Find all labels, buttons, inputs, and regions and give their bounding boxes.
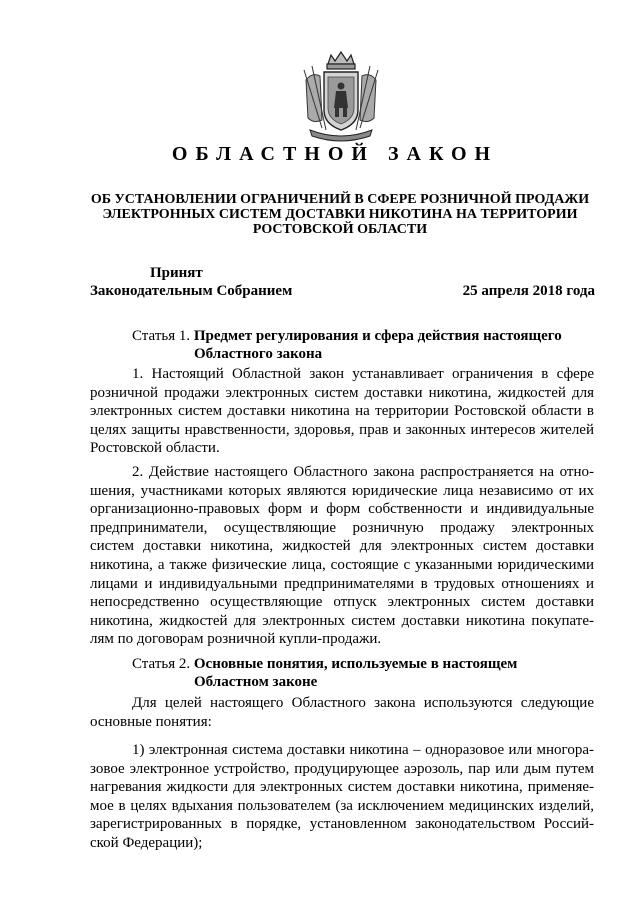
subtitle-line: РОСТОВСКОЙ ОБЛАСТИ <box>252 222 428 237</box>
text-line: Для целей настоящего Областного закона используются следующие <box>132 695 594 711</box>
text-line: Ростовской области. <box>90 440 220 457</box>
text-line: розничной продажи электронных систем доставки никотина, жидкостей для <box>90 384 594 401</box>
text-line: 1) электронная система доставки никотина – одноразовое или многора- <box>132 742 594 758</box>
text-line: лицами и индивидуальными предпринимателями в трудовых отношениях и <box>90 575 594 592</box>
article-1-paragraph-2 <box>90 463 594 649</box>
text-line: ской Федерации); <box>90 834 203 851</box>
text-line: никотина, а также физические лица, состоящие с указанными юридическими <box>90 556 594 573</box>
text-line: 1. Настоящий Областной закон устанавливает ограничения в сфере <box>132 366 594 382</box>
subtitle-line: ЭЛЕКТРОННЫХ СИСТЕМ ДОСТАВКИ НИКОТИНА НА ТЕРРИТОРИИ <box>102 207 578 222</box>
text-line: основные понятия: <box>90 713 212 730</box>
adoption-label: Принят <box>150 265 203 281</box>
text-line: 2. Действие настоящего Областного закона распространяется на отно- <box>132 464 594 480</box>
article-2-heading <box>132 655 592 691</box>
text-line: предприниматели, осуществляющие розничную продажу электронных <box>90 519 594 536</box>
article-1-paragraph-1 <box>90 365 594 458</box>
article-title: Предмет регулирования и сфера действия настоящего <box>193 328 562 344</box>
text-line: мое в целях вдыхания пользователем (за исключением медицинских изделий, <box>90 797 594 814</box>
article-2-paragraph-1 <box>90 694 594 731</box>
text-line: шения, участниками которых являются юридические лица независимо от их <box>90 482 594 499</box>
article-title: Основные понятия, используемые в настоящем <box>193 656 518 672</box>
text-line: электронных систем доставки никотина на территории Ростовской области в <box>90 403 594 420</box>
article-number: Статья 2. <box>132 656 191 672</box>
article-title-cont: Областном законе <box>194 674 318 690</box>
coat-of-arms-emblem <box>300 50 382 142</box>
adoption-body: Законодательным Собранием <box>90 283 293 299</box>
text-line: систем доставки никотина, жидкостей для электронных систем доставки <box>90 538 594 555</box>
text-line: нагревания жидкости для электронных систем доставки никотина, применяе- <box>90 779 594 796</box>
text-line: организационно-правовых форм и форм собственности и индивидуальные <box>90 501 594 518</box>
text-line: зовое электронное устройство, продуцирующее аэрозоль, пар или дым путем <box>90 760 594 777</box>
text-line: зарегистрированных в порядке, установленном законодательством Россий- <box>90 816 594 833</box>
adoption-date: 25 апреля 2018 года <box>462 283 595 299</box>
article-2-paragraph-2 <box>90 741 594 853</box>
text-line: лям по договорам розничной купли-продажи. <box>90 631 382 648</box>
subtitle-line: ОБ УСТАНОВЛЕНИИ ОГРАНИЧЕНИЙ В СФЕРЕ РОЗНИЧНОЙ ПРОДАЖИ <box>90 192 590 207</box>
document-subtitle <box>90 192 590 237</box>
article-title-cont: Областного закона <box>194 346 323 362</box>
text-line: никотина, жидкостей для электронных систем доставки никотина покупате- <box>90 612 594 629</box>
article-number: Статья 1. <box>132 328 191 344</box>
article-1-heading <box>132 327 592 363</box>
text-line: целях защиты нравственности, здоровья, прав и законных интересов жителей <box>90 421 594 438</box>
text-line: непосредственно осуществляющие отпуск электронных систем доставки <box>90 594 594 611</box>
document-title: ОБЛАСТНОЙ ЗАКОН <box>171 143 499 165</box>
